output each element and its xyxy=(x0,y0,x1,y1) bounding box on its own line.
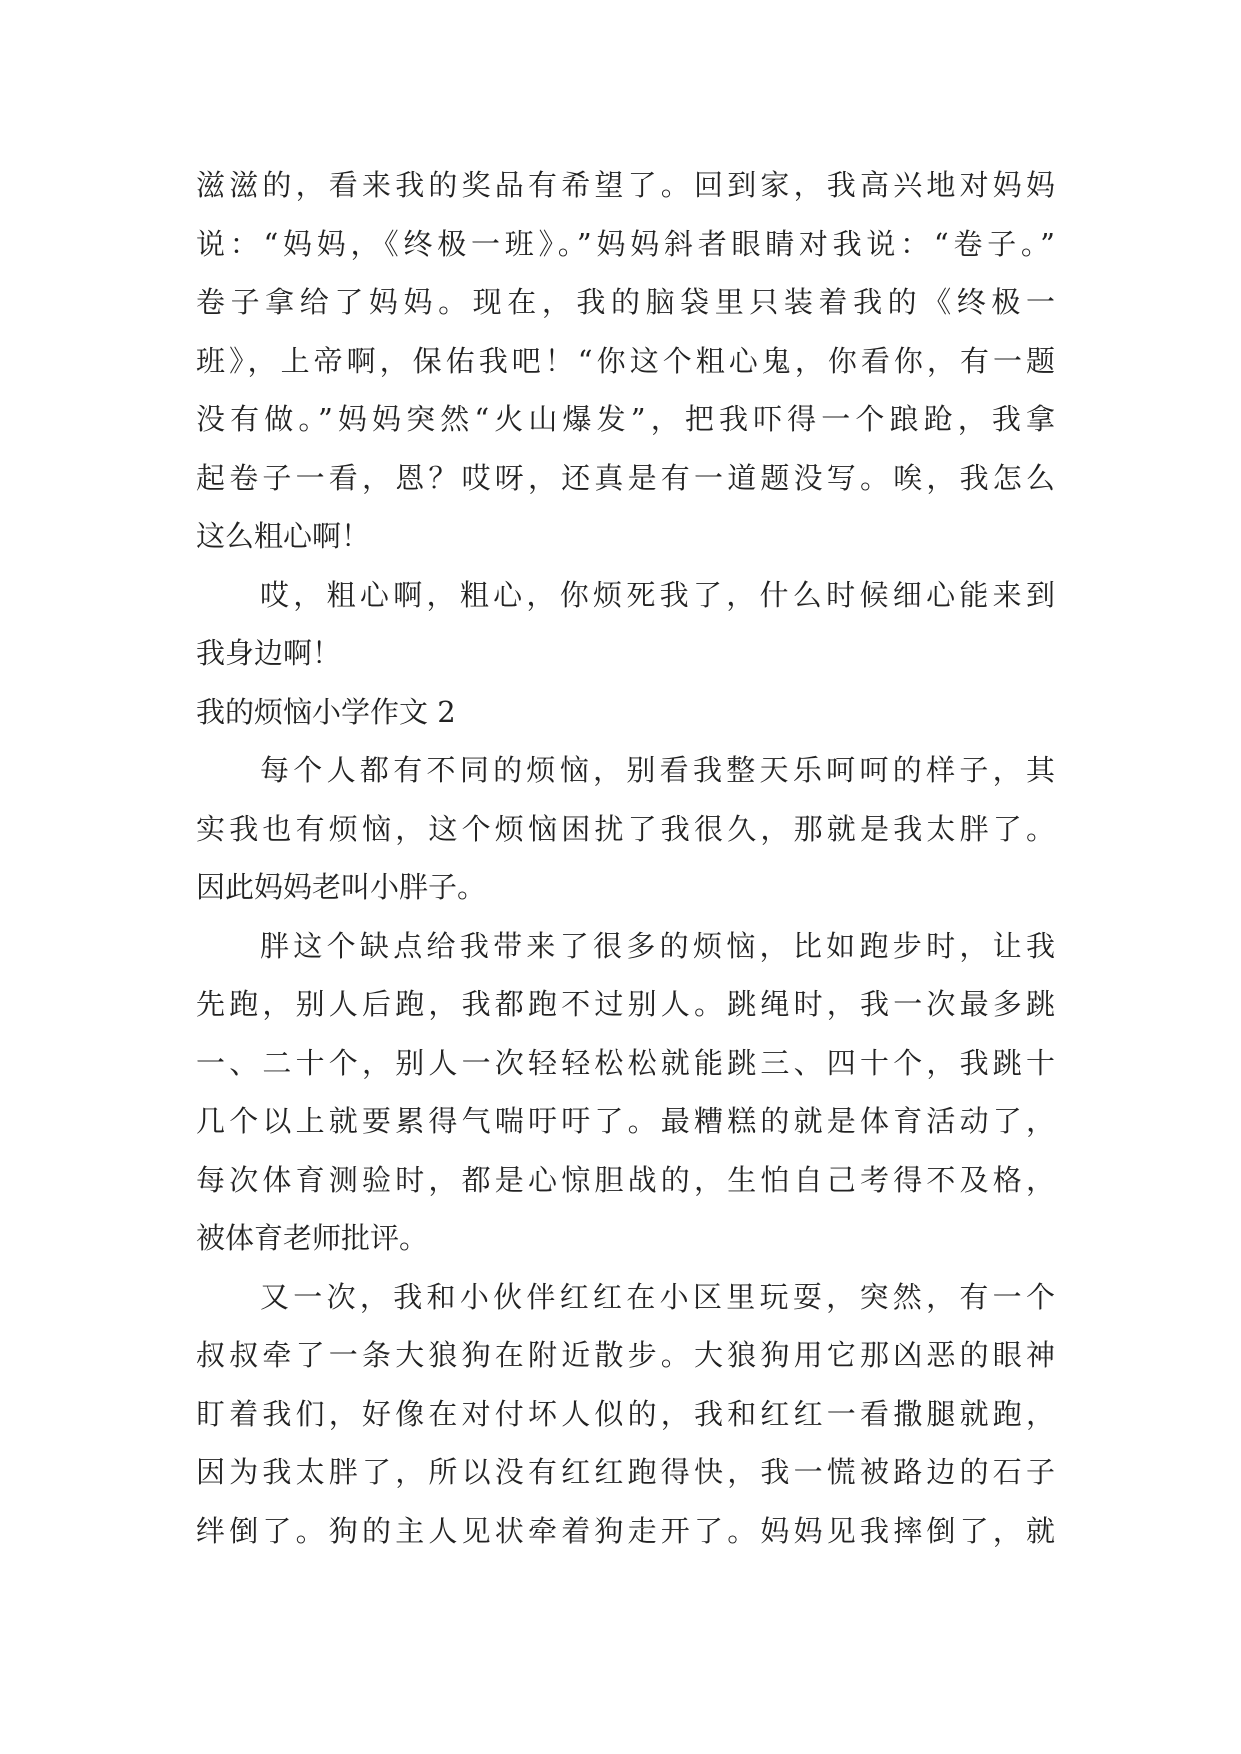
paragraph xyxy=(196,566,1055,683)
text-line: 卷子拿给了妈妈。现在，我的脑袋里只装着我的《终极一 xyxy=(196,285,1055,319)
heading-text: 我的烦恼小学作文 2 xyxy=(196,694,456,729)
paragraph xyxy=(196,917,1055,1268)
text-line: 叔叔牵了一条大狼狗在附近散步。大狼狗用它那凶恶的眼神 xyxy=(196,1338,1055,1372)
text-line: 起卷子一看，恩？哎呀，还真是有一道题没写。唉，我怎么 xyxy=(196,460,1055,495)
section-heading xyxy=(196,683,1055,742)
text-line: 滋滋的，看来我的奖品有希望了。回到家，我高兴地对妈妈 xyxy=(196,168,1055,202)
document-body xyxy=(196,156,1055,1560)
text-line: 绊倒了。狗的主人见状牵着狗走开了。妈妈见我摔倒了，就 xyxy=(196,1513,1055,1548)
text-line: 先跑，别人后跑，我都跑不过别人。跳绳时，我一次最多跳 xyxy=(196,987,1055,1021)
paragraph xyxy=(196,741,1055,917)
text-line: 几个以上就要累得气喘吁吁了。最糟糕的就是体育活动了， xyxy=(196,1104,1055,1138)
text-line: 又一次，我和小伙伴红红在小区里玩耍，突然，有一个 xyxy=(260,1279,1055,1314)
text-line: 实我也有烦恼，这个烦恼困扰了我很久，那就是我太胖了。 xyxy=(196,811,1055,846)
text-line: 因为我太胖了，所以没有红红跑得快，我一慌被路边的石子 xyxy=(196,1455,1055,1489)
text-line: 盯着我们，好像在对付坏人似的，我和红红一看撒腿就跑， xyxy=(196,1396,1055,1431)
text-line: 我身边啊！ xyxy=(196,636,342,670)
text-line: 被体育老师批评。 xyxy=(196,1221,429,1255)
text-line: 这么粗心啊！ xyxy=(196,519,371,553)
text-line: 胖这个缺点给我带来了很多的烦恼，比如跑步时，让我 xyxy=(260,928,1055,963)
text-line: 没有做。”妈妈突然“火山爆发”，把我吓得一个踉跄，我拿 xyxy=(196,402,1055,436)
text-line: 班》，上帝啊，保佑我吧！“你这个粗心鬼，你看你，有一题 xyxy=(196,343,1055,378)
paragraph xyxy=(196,1268,1055,1561)
text-line: 每个人都有不同的烦恼，别看我整天乐呵呵的样子，其 xyxy=(260,753,1055,787)
text-line: 说：“妈妈，《终极一班》。”妈妈斜者眼睛对我说：“卷子。” xyxy=(196,226,1055,261)
paragraph-continuation xyxy=(196,156,1055,566)
text-line: 每次体育测验时，都是心惊胆战的，生怕自己考得不及格， xyxy=(196,1162,1055,1197)
text-line: 一、二十个，别人一次轻轻松松就能跳三、四十个，我跳十 xyxy=(196,1045,1055,1080)
text-line: 哎，粗心啊，粗心，你烦死我了，什么时候细心能来到 xyxy=(260,577,1055,612)
text-line: 因此妈妈老叫小胖子。 xyxy=(196,870,487,904)
